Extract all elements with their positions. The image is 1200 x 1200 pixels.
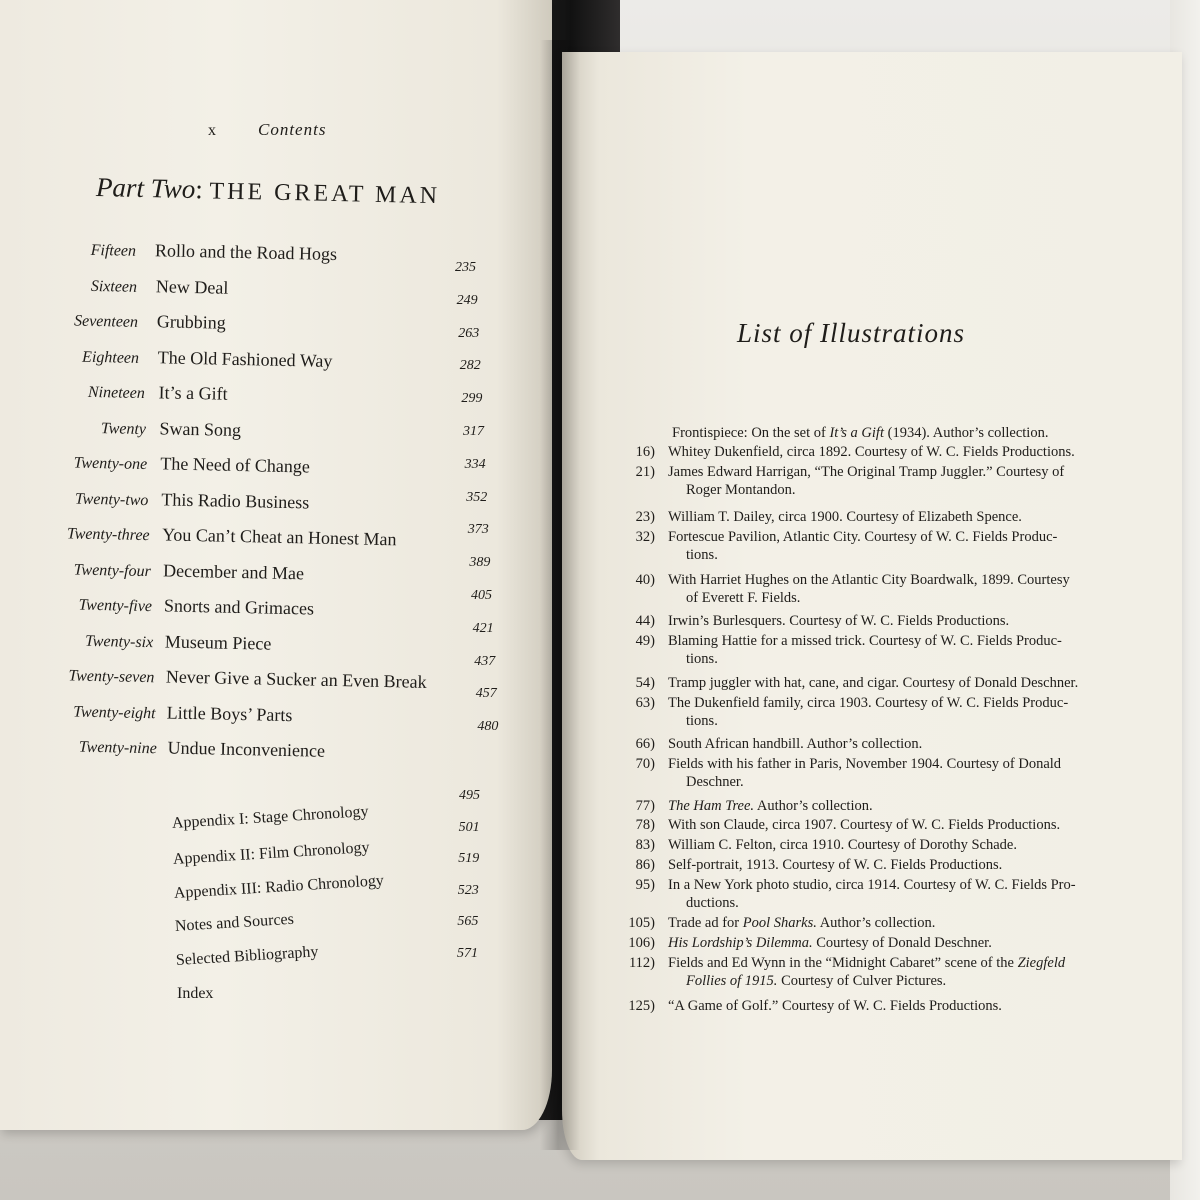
illustration-caption [668,674,1078,692]
illustration-caption [668,816,1060,834]
illustration-caption [668,797,873,815]
caption-italic: Ziegfeld [1017,955,1066,971]
chapter-number-wrap [0,521,150,550]
appendix-page-number: 495 [459,788,480,803]
illustration-caption [668,528,1057,546]
chapter-number-wrap [7,734,158,763]
appendix-page-number: 501 [458,819,480,835]
chapter-number: Twenty-four [73,561,151,580]
chapter-number: Seventeen [73,312,139,331]
illustration-caption [668,694,1068,712]
caption-text: William T. Dailey, circa 1900. Courtesy of Elizabeth Spence. [668,509,1022,525]
chapter-title: It’s a Gift [158,382,228,404]
frontispiece-entry: Frontispiece: On the set of It’s a Gift (1934). Author’s collection. [672,425,1049,441]
illustration-entry [600,836,1160,855]
illustration-caption [668,632,1062,650]
chapter-title: The Need of Change [160,453,311,477]
chapter-number: Twenty [100,419,147,438]
appendix-page-number: 519 [458,851,480,866]
chapter-number-wrap [5,699,156,728]
caption-continuation [686,894,739,912]
appendix-item: Index [177,985,214,1002]
chapter-number-wrap [0,379,145,408]
chapter-number-wrap [1,557,152,586]
illustration-number: 63) [635,695,655,711]
chapter-page-number: 405 [471,588,492,603]
illustration-entry [600,954,1160,992]
chapter-title: Museum Piece [164,630,272,654]
chapter-number-wrap [0,343,139,372]
chapter-page-number: 282 [459,358,481,374]
chapter-page-number: 263 [458,325,480,341]
illustration-number: 23) [635,509,655,525]
chapter-number-wrap [4,663,155,692]
illustration-entry [600,755,1160,793]
caption-italic: Pool Sharks. [742,915,817,931]
illustration-caption [668,463,1064,481]
caption-text: The Dukenfield family, circa 1903. Courtesy of W. C. Fields Produc- [668,695,1069,711]
appendix-item: Notes and Sources [174,910,295,935]
illustration-caption [668,443,1075,461]
illustration-entry [600,876,1160,914]
appendix-item: Appendix III: Radio Chronology [173,872,385,902]
chapter-page-number: 249 [456,292,478,308]
chapter-page-number: 389 [469,555,491,571]
caption-text: In a New York photo studio, circa 1914. Courtesy of W. C. Fields Pro- [668,877,1076,893]
caption-text: Self-portrait, 1913. Courtesy of W. C. Fields Productions. [668,857,1003,873]
illustration-number: 49) [635,633,655,649]
illustration-entry [600,816,1160,835]
caption-text: James Edward Harrigan, “The Original Tramp Juggler.” Courtesy of [668,464,1065,480]
chapter-number: Twenty-five [78,596,153,616]
caption-text: “A Game of Golf.” Courtesy of W. C. Fields Productions. [668,998,1002,1014]
illustration-entry [600,508,1160,527]
illustration-number: 106) [628,935,655,951]
list-of-illustrations-title: List of Illustrations [737,318,966,348]
illustration-number: 83) [635,837,655,853]
illustration-entry [600,735,1160,754]
part-title: Part Two: THE GREAT MAN [95,172,441,210]
chapter-number: Twenty-one [73,454,148,474]
chapter-title: December and Mae [162,559,305,583]
caption-italic: The Ham Tree. [668,798,755,814]
illustration-caption [668,997,1002,1015]
caption-text: Fields and Ed Wynn in the “Midnight Cabaret” scene of the [668,955,1018,971]
caption-text: With Harriet Hughes on the Atlantic City Boardwalk, 1899. Courtesy [668,572,1070,588]
illustration-number: 21) [635,464,655,480]
chapter-title: Never Give a Sucker an Even Break [165,666,427,692]
illustration-entry [600,463,1160,501]
caption-pre: Trade ad for [668,915,743,931]
caption-continuation [686,546,718,564]
caption-text: South African handbill. Author’s collection. [668,736,923,752]
chapter-number: Twenty-seven [68,667,155,687]
illustration-caption [668,836,1017,854]
caption-italic: Follies of 1915. [686,973,778,989]
illustration-caption [668,856,1002,874]
caption-text: tions. [686,651,718,667]
chapter-page-number: 421 [472,620,494,636]
illustration-caption [668,735,922,753]
illustration-number: 125) [628,998,655,1014]
caption-text: tions. [686,547,718,563]
illustration-number: 44) [635,613,655,629]
illustration-number: 78) [635,817,655,833]
caption-text: Fields with his father in Paris, November 1904. Courtesy of Donald [668,756,1062,772]
caption-italic: His Lordship’s Dilemma. [668,935,813,951]
illustration-caption [668,755,1061,773]
illustration-entry [600,856,1160,875]
appendix-page-number: 523 [457,882,479,898]
illustration-entry [600,674,1160,693]
part-label: Part Two [95,172,196,205]
caption-text: Roger Montandon. [686,482,796,498]
caption-text: With son Claude, circa 1907. Courtesy of W. C. Fields Productions. [668,817,1061,833]
chapter-page-number: 480 [477,719,499,735]
caption-text: Author’s collection. [816,915,936,931]
caption-text: Courtesy of Donald Deschner. [812,935,992,951]
chapter-page-number: 457 [475,686,497,702]
illustration-number: 40) [635,572,655,588]
illustration-caption [668,934,992,952]
illustration-caption [668,914,935,932]
illustration-entry [600,632,1160,670]
chapter-title: The Old Fashioned Way [157,346,333,371]
chapter-number: Eighteen [81,348,140,367]
illustration-number: 86) [635,857,655,873]
page-number: x [208,122,217,139]
illustration-entry [600,914,1160,933]
chapter-title: Undue Inconvenience [167,737,326,761]
caption-text: William C. Felton, circa 1910. Courtesy of Dorothy Schade. [668,837,1017,853]
caption-continuation [686,481,796,499]
chapter-number-wrap [0,237,136,266]
illustration-entry [600,612,1160,631]
illustration-caption [668,876,1076,894]
chapter-page-number: 334 [464,456,486,472]
illustration-number: 70) [635,756,655,772]
chapter-number-wrap [0,414,146,443]
chapter-title: You Can’t Cheat an Honest Man [162,524,397,550]
illustration-entry [600,934,1160,953]
caption-continuation [686,589,800,607]
chapter-number-wrap [3,628,154,657]
chapter-title: Little Boys’ Parts [166,701,293,725]
chapter-number: Sixteen [90,277,138,296]
chapter-title: Snorts and Grimaces [163,595,315,619]
illustration-entry [600,528,1160,566]
illustration-number: 54) [635,675,655,691]
appendix-item: Appendix II: Film Chronology [172,838,371,868]
appendix-page-number: 565 [457,914,479,929]
chapter-title: Swan Song [159,417,242,440]
caption-text: Blaming Hattie for a missed trick. Courtesy of W. C. Fields Produc- [668,633,1062,649]
appendix-item: Appendix I: Stage Chronology [171,802,369,832]
illustration-entry [600,997,1160,1016]
chapter-page-number: 373 [467,522,489,538]
running-head-title: Contents [258,120,327,139]
chapter-number: Twenty-nine [78,738,157,758]
illustration-caption [668,571,1070,589]
chapter-number: Nineteen [87,383,145,403]
running-head [208,120,326,140]
caption-text: ductions. [686,895,739,911]
caption-text: Author’s collection. [754,798,873,814]
chapter-number-wrap [2,592,153,621]
gutter-shadow [540,40,580,1150]
illustration-number: 66) [635,736,655,752]
illustration-caption [668,508,1022,526]
caption-text: Fortescue Pavilion, Atlantic City. Courtesy of W. C. Fields Produc- [668,529,1058,545]
illustration-number: 112) [628,955,655,971]
chapter-number: Fifteen [90,241,137,260]
caption-continuation [686,972,946,990]
appendix-page-number: 571 [457,945,478,961]
caption-continuation [686,650,718,668]
chapter-number-wrap [0,485,149,514]
chapter-number-wrap [0,308,138,337]
caption-text: Deschner. [686,774,744,790]
illustration-caption [668,612,1009,630]
illustration-number: 16) [635,444,655,460]
chapter-title: New Deal [155,275,229,298]
chapter-title: Grubbing [156,311,227,333]
illustration-entry [600,694,1160,732]
illustration-caption [668,954,1065,972]
chapter-page-number: 437 [474,653,496,669]
chapter-number-wrap [0,450,147,479]
illustration-number: 77) [635,798,655,814]
caption-text: Irwin’s Burlesquers. Courtesy of W. C. Fields Productions. [668,613,1010,629]
illustration-number: 95) [635,877,655,893]
chapter-number: Twenty-two [74,490,149,509]
chapter-page-number: 235 [455,260,476,275]
appendix-item: Selected Bibliography [175,943,319,969]
chapter-page-number: 299 [461,391,483,407]
illustration-number: 32) [635,529,655,545]
chapter-title: Rollo and the Road Hogs [154,240,338,265]
illustration-number: 105) [628,915,655,931]
illustration-entry [600,797,1160,816]
chapter-page-number: 352 [466,489,488,505]
illustration-entry [600,571,1160,609]
caption-text: Courtesy of Culver Pictures. [777,973,947,989]
caption-continuation [686,773,744,791]
chapter-page-number: 317 [463,424,484,439]
chapter-number: Twenty-six [84,632,154,651]
caption-text: tions. [686,713,718,729]
caption-text: Tramp juggler with hat, cane, and cigar. Courtesy of Donald Deschner. [668,675,1079,691]
caption-text: of Everett F. Fields. [686,590,801,606]
part-name: THE GREAT MAN [209,178,441,210]
caption-text: Whitey Dukenfield, circa 1892. Courtesy of W. C. Fields Productions. [668,444,1075,460]
chapter-number: Twenty-eight [73,703,156,722]
chapter-number-wrap [0,272,137,301]
chapter-title: This Radio Business [161,488,310,512]
chapter-number: Twenty-three [66,525,150,545]
caption-continuation [686,712,718,730]
illustration-entry [600,443,1160,462]
